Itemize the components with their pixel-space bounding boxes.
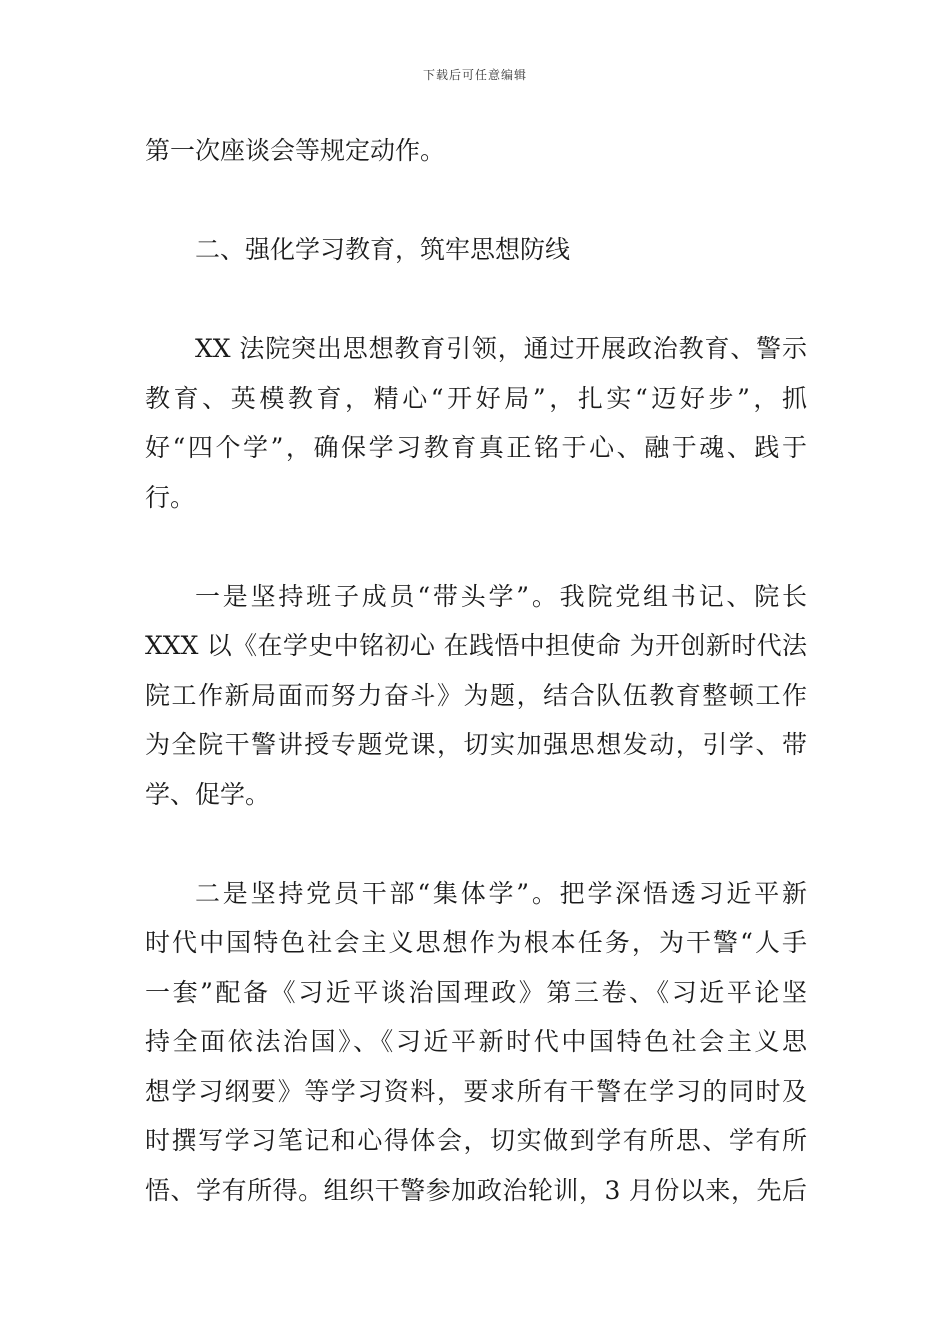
text-line: 行。 bbox=[145, 482, 196, 512]
paragraph-leadership-study bbox=[145, 572, 807, 820]
paragraph-education-overview bbox=[145, 324, 807, 522]
text-line: 想学习纲要》等学习资料，要求所有干警在学习的同时及 bbox=[145, 1076, 807, 1106]
text-line: 学、促学。 bbox=[145, 779, 271, 809]
paragraph-collective-study bbox=[145, 869, 807, 1216]
text-line: 好“四个学”，确保学习教育真正铭于心、融于魂、践于 bbox=[145, 433, 807, 462]
text-line: XXX 以《在学史中铭初心 在践悟中担使命 为开创新时代法 bbox=[145, 631, 807, 660]
text-line: 第一次座谈会等规定动作。 bbox=[145, 136, 446, 165]
text-line: 时代中国特色社会主义思想作为根本任务，为干警“人手 bbox=[145, 928, 807, 957]
text-line: 时撰写学习笔记和心得体会，切实做到学有所思、学有所 bbox=[145, 1126, 807, 1155]
text-line: 二、强化学习教育，筑牢思想防线 bbox=[195, 235, 571, 264]
text-line: 一是坚持班子成员“带头学”。我院党组书记、院长 bbox=[195, 581, 807, 611]
text-line: 二是坚持党员干部“集体学”。把学深悟透习近平新 bbox=[195, 878, 807, 908]
section-heading bbox=[145, 225, 807, 275]
text-line: 为全院干警讲授专题党课，切实加强思想发动，引学、带 bbox=[145, 730, 807, 759]
text-line: XX 法院突出思想教育引领，通过开展政治教育、警示 bbox=[195, 334, 807, 363]
paragraph-intro-tail bbox=[145, 126, 807, 176]
text-line: 教育、英模教育，精心“开好局”，扎实“迈好步”，抓 bbox=[145, 383, 807, 413]
text-line: 悟、学有所得。组织干警参加政治轮训，3 月份以来，先后 bbox=[145, 1175, 807, 1205]
text-line: 持全面依法治国》、《习近平新时代中国特色社会主义思 bbox=[145, 1027, 807, 1056]
document-body bbox=[145, 126, 807, 1265]
page-header-note: 下载后可任意编辑 bbox=[422, 68, 527, 82]
text-line: 院工作新局面而努力奋斗》为题，结合队伍教育整顿工作 bbox=[145, 680, 807, 710]
text-line: 一套”配备《习近平谈治国理政》第三卷、《习近平论坚 bbox=[145, 977, 807, 1007]
